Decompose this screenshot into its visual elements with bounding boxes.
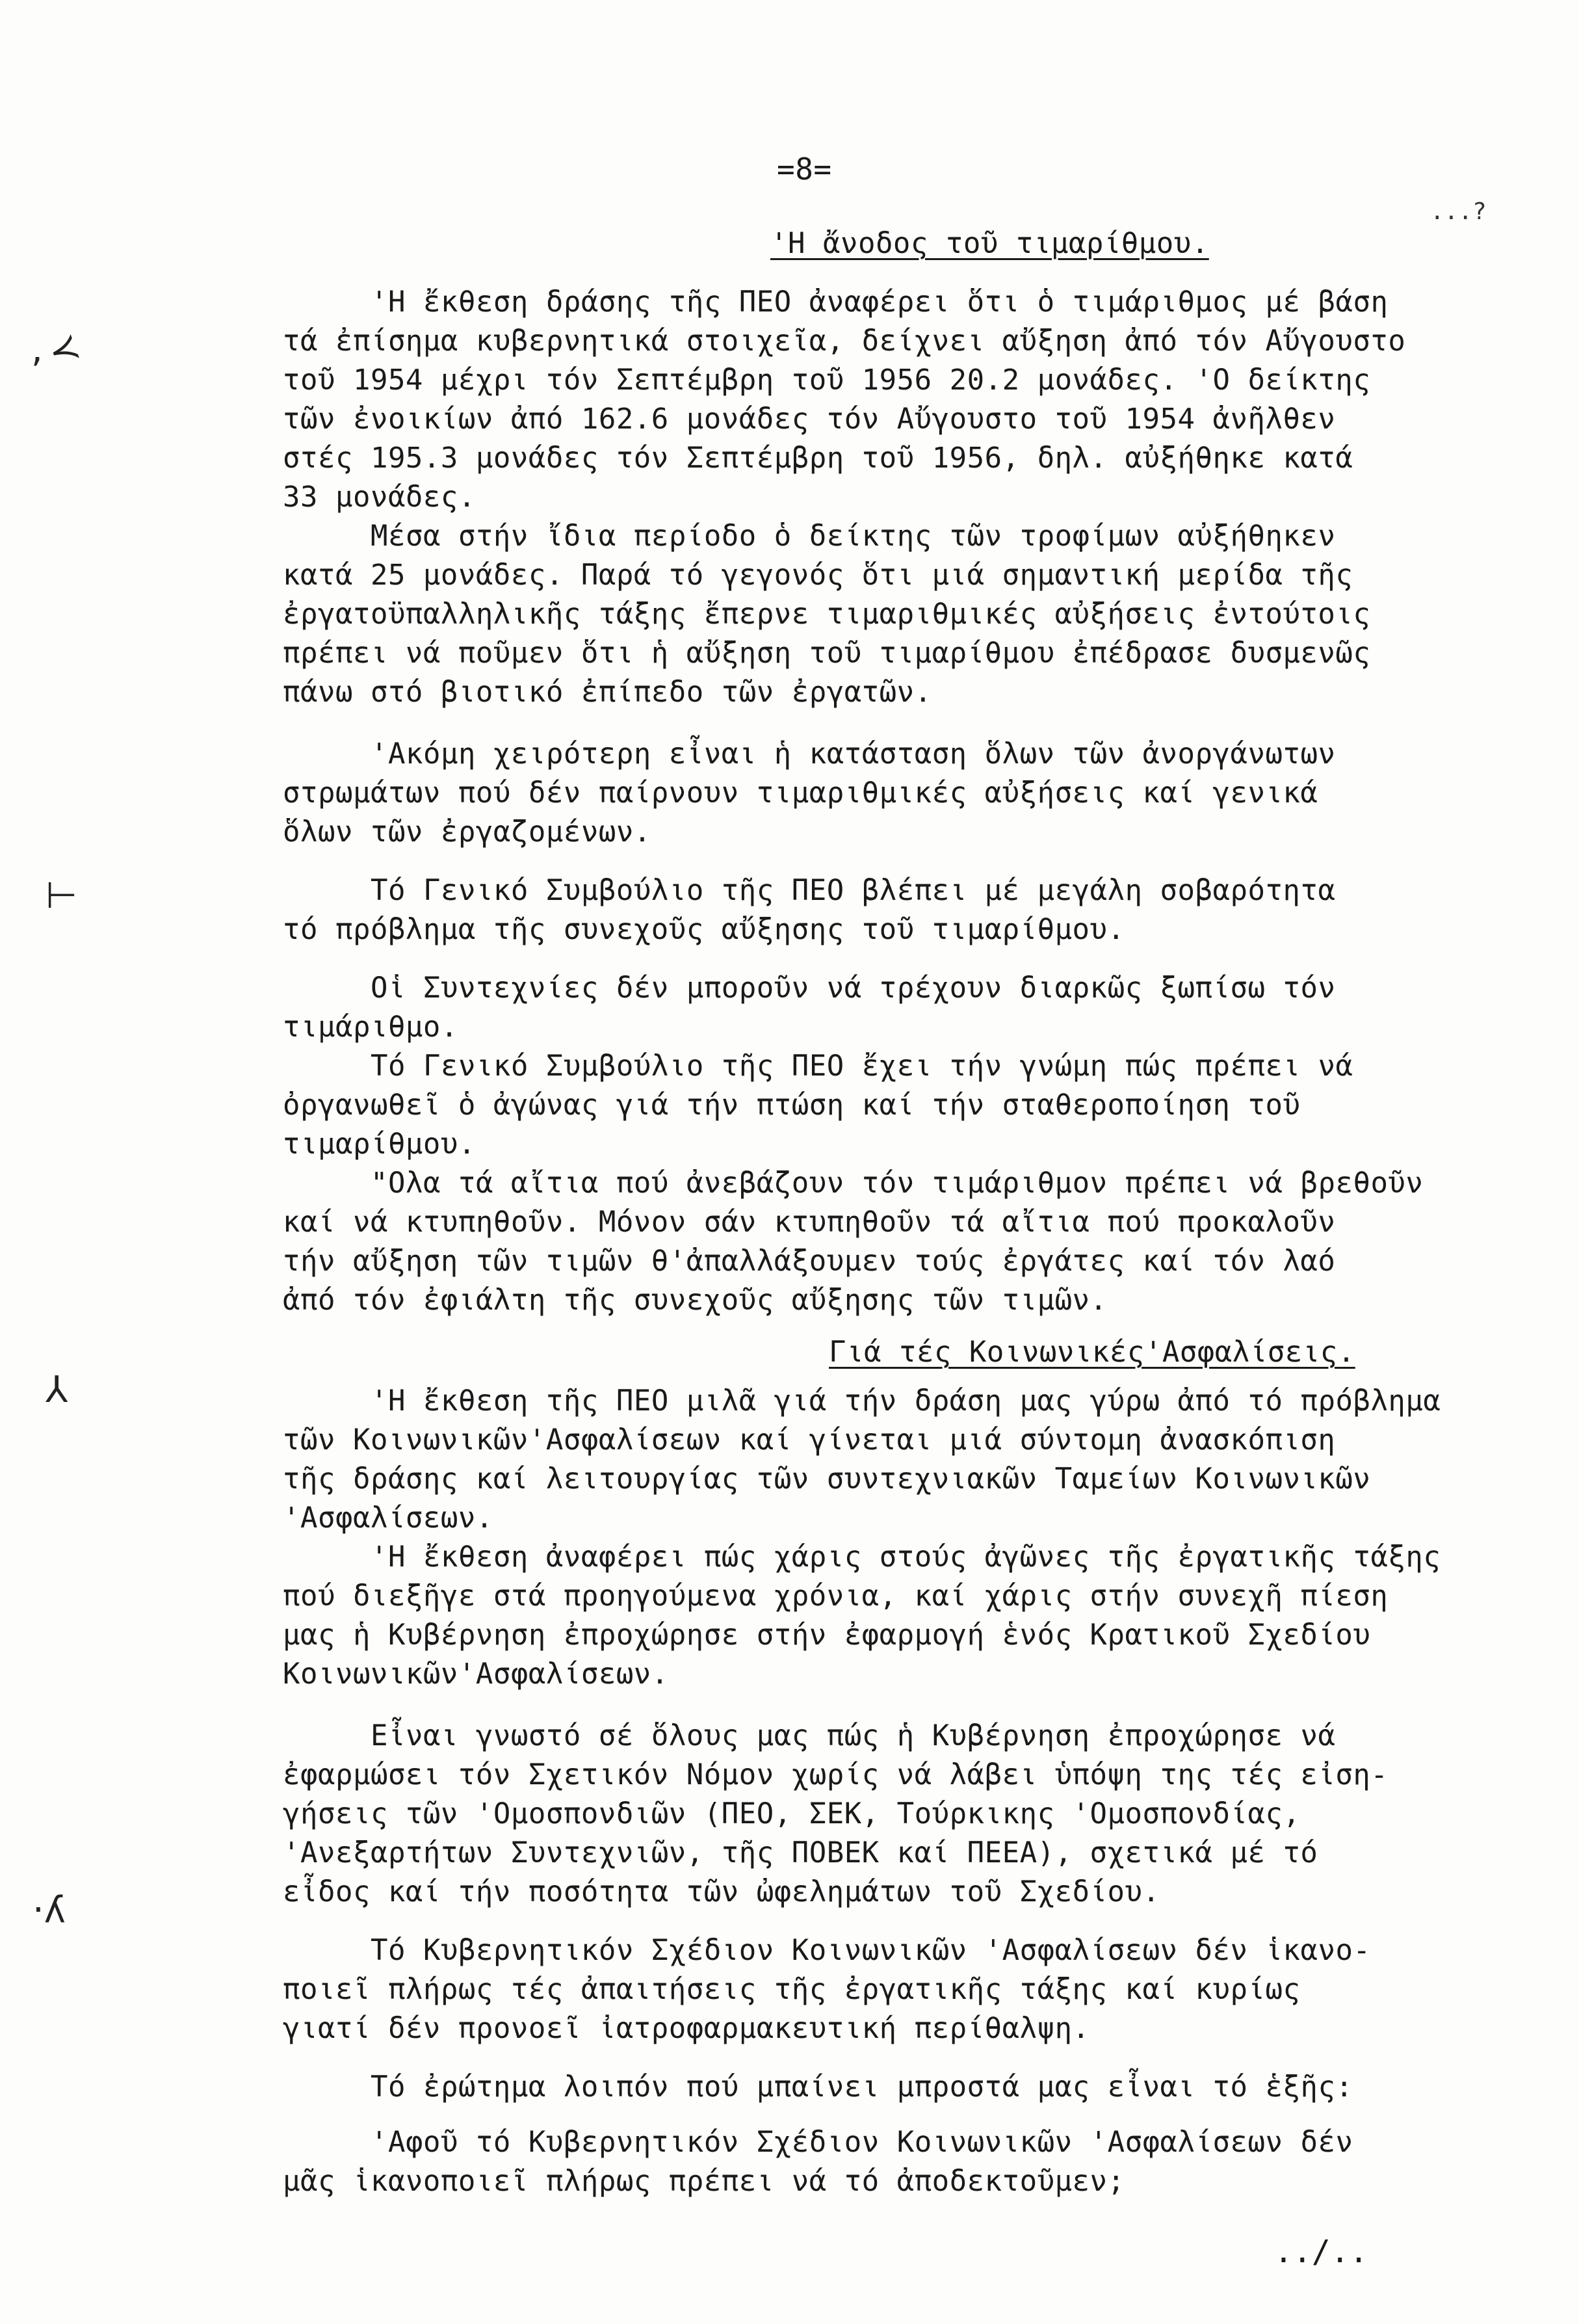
continuation-mark: ../.. [1274,2234,1368,2270]
text-line: μας ἡ Κυβέρνηση ἐπροχώρησε στήν ἐφαρμογή ἑνός Κρατικοῦ Σχεδίου [283,1618,1371,1652]
text-line: τό πρόβλημα τῆς συνεχοῦς αὔξησης τοῦ τιμαρίθμου. [283,913,1125,946]
text-line: στές 195.3 μονάδες τόν Σεπτέμβρη τοῦ 1956, δηλ. αὐξήθηκε κατά [283,442,1353,475]
text-line: ἐργατοϋπαλληλικῆς τάξης ἔπερνε τιμαριθμικές αὐξήσεις ἐντούτοις [283,598,1371,631]
text-line: Κοινωνικῶν'Ασφαλίσεων. [283,1657,669,1691]
text-line: ποιεῖ πλήρως τές ἀπαιτήσεις τῆς ἐργατικῆς τάξης καί κυρίως [283,1973,1301,2006]
text-line: ἐφαρμώσει τόν Σχετικόν Νόμον χωρίς νά λάβει ὑπόψη της τές εἰση- [283,1758,1389,1791]
text-line: 'Η ἔκθεση τῆς ΠΕΟ μιλᾶ γιά τήν δράση μας γύρω ἀπό τό πρόβλημα [371,1384,1441,1418]
text-line: 'Ακόμη χειρότερη εἶναι ἡ κατάσταση ὅλων τῶν ἀνοργάνωτων [371,737,1336,771]
text-line: μᾶς ἱκανοποιεῖ πλήρως πρέπει νά τό ἀποδεκτοῦμεν; [283,2165,1125,2198]
text-line: τῶν ἐνοικίων ἀπό 162.6 μονάδες τόν Αὔγουστο τοῦ 1954 ἀνῆλθεν [283,403,1336,436]
top-right-dots: ...? [1430,198,1487,225]
text-line: πάνω στό βιοτικό ἐπίπεδο τῶν ἐργατῶν. [283,676,932,709]
margin-check-icon: ⅄ [46,1369,68,1411]
text-line: τῶν Κοινωνικῶν'Ασφαλίσεων καί γίνεται μιά σύντομη ἀνασκόπιση [283,1423,1336,1457]
text-line: ὀργανωθεῖ ὁ ἀγώνας γιά τήν πτώση καί τήν σταθεροποίηση τοῦ [283,1089,1301,1122]
text-line: κατά 25 μονάδες. Παρά τό γεγονός ὅτι μιά σημαντική μερίδα τῆς [283,559,1353,592]
text-line: 'Ανεξαρτήτων Συντεχνιῶν, τῆς ΠΟΒΕΚ καί ΠΕΕΑ), σχετικά μέ τό [283,1836,1318,1869]
text-line: τῆς δράσης καί λειτουργίας τῶν συντεχνιακῶν Ταμείων Κοινωνικῶν [283,1462,1371,1496]
text-line: Εἶναι γνωστό σέ ὅλους μας πώς ἡ Κυβέρνηση ἐπροχώρησε νά [371,1719,1336,1752]
text-line: "Ολα τά αἴτια πού ἀνεβάζουν τόν τιμάριθμον πρέπει νά βρεθοῦν [371,1167,1424,1200]
text-line: Τό ἐρώτημα λοιπόν πού μπαίνει μπροστά μας εἶναι τό ἑξῆς: [371,2070,1353,2104]
page-number: =8= [777,152,832,187]
text-line: 'Αφοῦ τό Κυβερνητικόν Σχέδιον Κοινωνικῶν 'Ασφαλίσεων δέν [371,2126,1353,2159]
text-line: τιμάριθμο. [283,1010,458,1044]
text-line: στρωμάτων πού δέν παίρνουν τιμαριθμικές αὐξήσεις καί γενικά [283,776,1318,810]
text-line: γήσεις τῶν 'Ομοσπονδιῶν (ΠΕΟ, ΣΕΚ, Τούρκικης 'Ομοσπονδίας, [283,1797,1301,1830]
text-line: Μέσα στήν ἴδια περίοδο ὁ δείκτης τῶν τροφίμων αὐξήθηκεν [371,520,1336,553]
text-line: Οἱ Συντεχνίες δέν μποροῦν νά τρέχουν διαρκῶς ξωπίσω τόν [371,971,1336,1005]
text-line: τιμαρίθμου. [283,1128,476,1161]
text-line: τά ἐπίσημα κυβερνητικά στοιχεῖα, δείχνει αὔξηση ἀπό τόν Αὔγουστο [283,324,1406,358]
text-line: ἀπό τόν ἐφιάλτη τῆς συνεχοῦς αὔξησης τῶν τιμῶν. [283,1284,1108,1317]
text-line: πρέπει νά ποῦμεν ὅτι ἡ αὔξηση τοῦ τιμαρίθμου ἐπέδρασε δυσμενῶς [283,637,1371,670]
text-line: καί νά κτυπηθοῦν. Μόνον σάν κτυπηθοῦν τά αἴτια πού προκαλοῦν [283,1206,1336,1239]
text-line: 'Η ἔκθεση δράσης τῆς ΠΕΟ ἀναφέρει ὅτι ὁ τιμάριθμος μέ βάση [371,285,1389,319]
text-line: 33 μονάδες. [283,481,476,514]
margin-check-icon: ·ʎ [33,1889,66,1931]
margin-check-icon: ⊢ [46,875,77,917]
text-line: Τό Κυβερνητικόν Σχέδιον Κοινωνικῶν 'Ασφαλίσεων δέν ἱκανο- [371,1934,1371,1967]
text-line: Τό Γενικό Συμβούλιο τῆς ΠΕΟ βλέπει μέ μεγάλη σοβαρότητα [371,874,1336,907]
text-line: Τό Γενικό Συμβούλιο τῆς ΠΕΟ ἔχει τήν γνώμη πώς πρέπει νά [371,1050,1353,1083]
text-line: τήν αὔξηση τῶν τιμῶν θ'ἀπαλλάξουμεν τούς ἐργάτες καί τόν λαό [283,1245,1336,1278]
text-line: εἶδος καί τήν ποσότητα τῶν ὠφελημάτων τοῦ Σχεδίου. [283,1875,1160,1908]
text-line: τοῦ 1954 μέχρι τόν Σεπτέμβρη τοῦ 1956 20.2 μονάδες. 'Ο δείκτης [283,363,1371,397]
section-heading-insurance: Γιά τές Κοινωνικές'Ασφαλίσεις. [829,1336,1355,1369]
text-line: γιατί δέν προνοεῖ ἰατροφαρμακευτική περίθαλψη. [283,2012,1090,2045]
margin-mark-icon: , [31,328,43,371]
text-line: 'Η ἔκθεση ἀναφέρει πώς χάρις στούς ἀγῶνες τῆς ἐργατικῆς τάξης [371,1540,1441,1574]
section-heading-rise: 'Η ἄνοδος τοῦ τιμαρίθμου. [770,227,1209,260]
text-line: 'Ασφαλίσεων. [283,1501,493,1535]
margin-check-icon: ≺ [42,324,86,375]
text-line: πού διεξῆγε στά προηγούμενα χρόνια, καί χάρις στήν συνεχῆ πίεση [283,1579,1389,1613]
text-line: ὅλων τῶν ἐργαζομένων. [283,815,651,849]
